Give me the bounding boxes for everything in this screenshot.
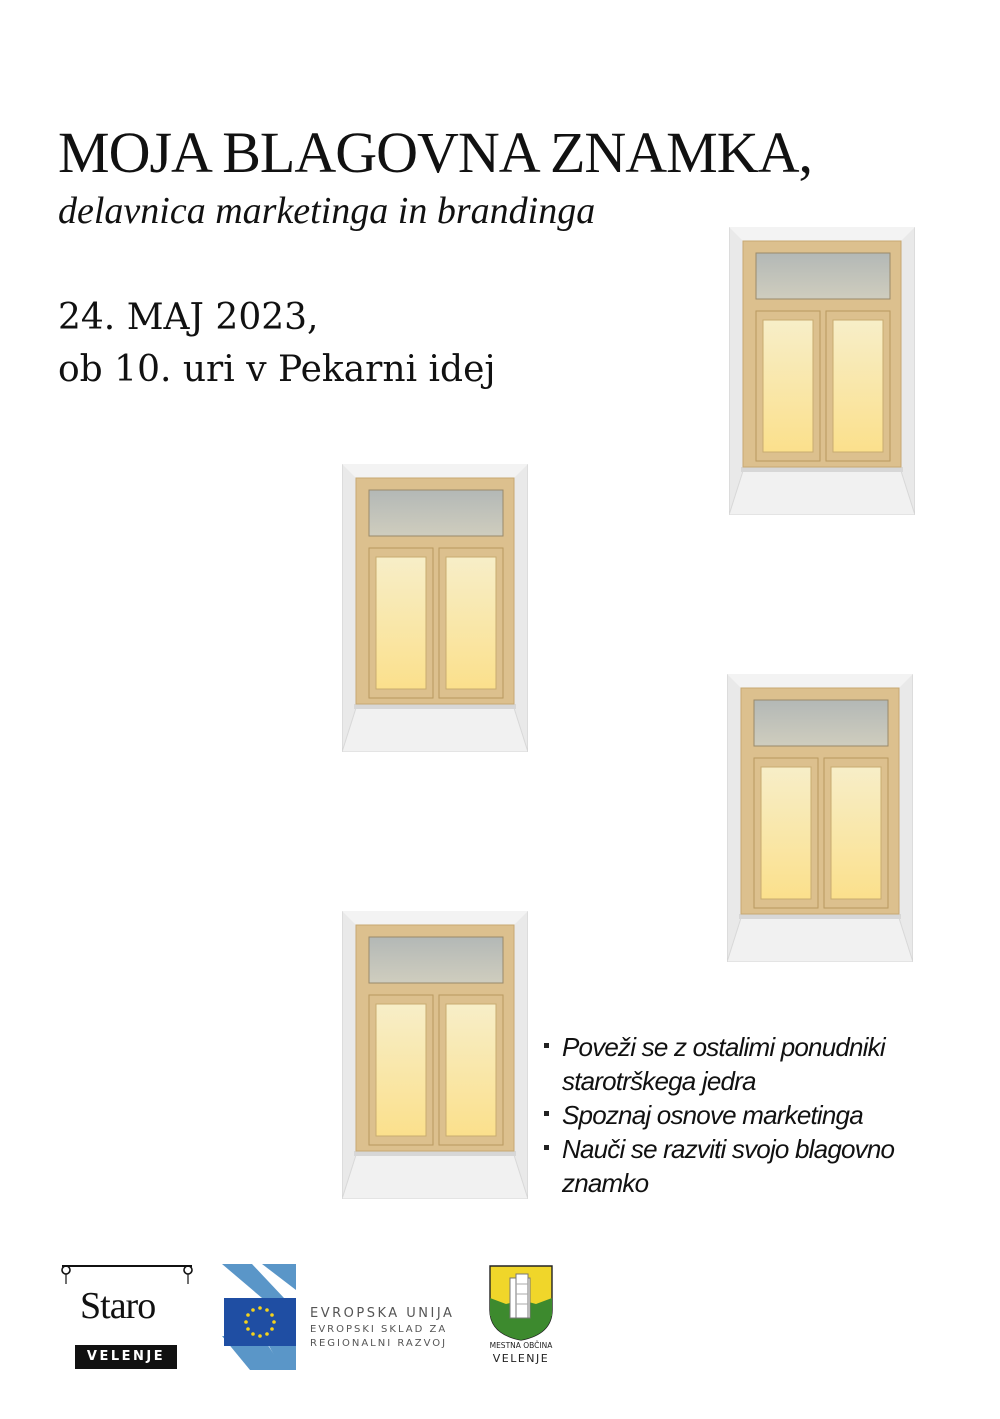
event-place: ob 10. uri v Pekarni idej [58,349,496,390]
event-info [58,292,496,396]
eu-line-1: EVROPSKA UNIJA [310,1306,455,1321]
window-illustration-4 [342,911,528,1199]
event-date: 24. MAJ 2023, [58,297,319,338]
window-illustration-1 [729,227,915,515]
eu-line-3: REGIONALNI RAZVOJ [310,1338,448,1349]
window-icon [342,911,528,1199]
eu-caption [310,1306,454,1349]
obcina-line-1: MESTNA OBČINA [489,1341,553,1350]
window-icon [729,227,915,515]
window-icon [727,674,913,962]
list-item: Spoznaj osnove marketinga [544,1098,964,1132]
obcina-line-2: VELENJE [492,1352,550,1365]
eu-line-2: EVROPSKI SKLAD ZA [310,1324,448,1335]
page-title: MOJA BLAGOVNA ZNAMKA, [58,120,812,185]
list-item: Nauči se razviti svojo blagovno znamko [544,1132,964,1200]
window-illustration-3 [727,674,913,962]
list-item: Poveži se z ostalimi ponudniki starotrškega jedra [544,1030,964,1098]
staro-logo-word: Staro [80,1285,156,1327]
benefits-list [544,1030,964,1200]
window-icon [342,464,528,752]
staro-logo-band: VELENJE [75,1345,177,1369]
page-subtitle: delavnica marketinga in brandinga [58,190,596,232]
window-illustration-2 [342,464,528,752]
